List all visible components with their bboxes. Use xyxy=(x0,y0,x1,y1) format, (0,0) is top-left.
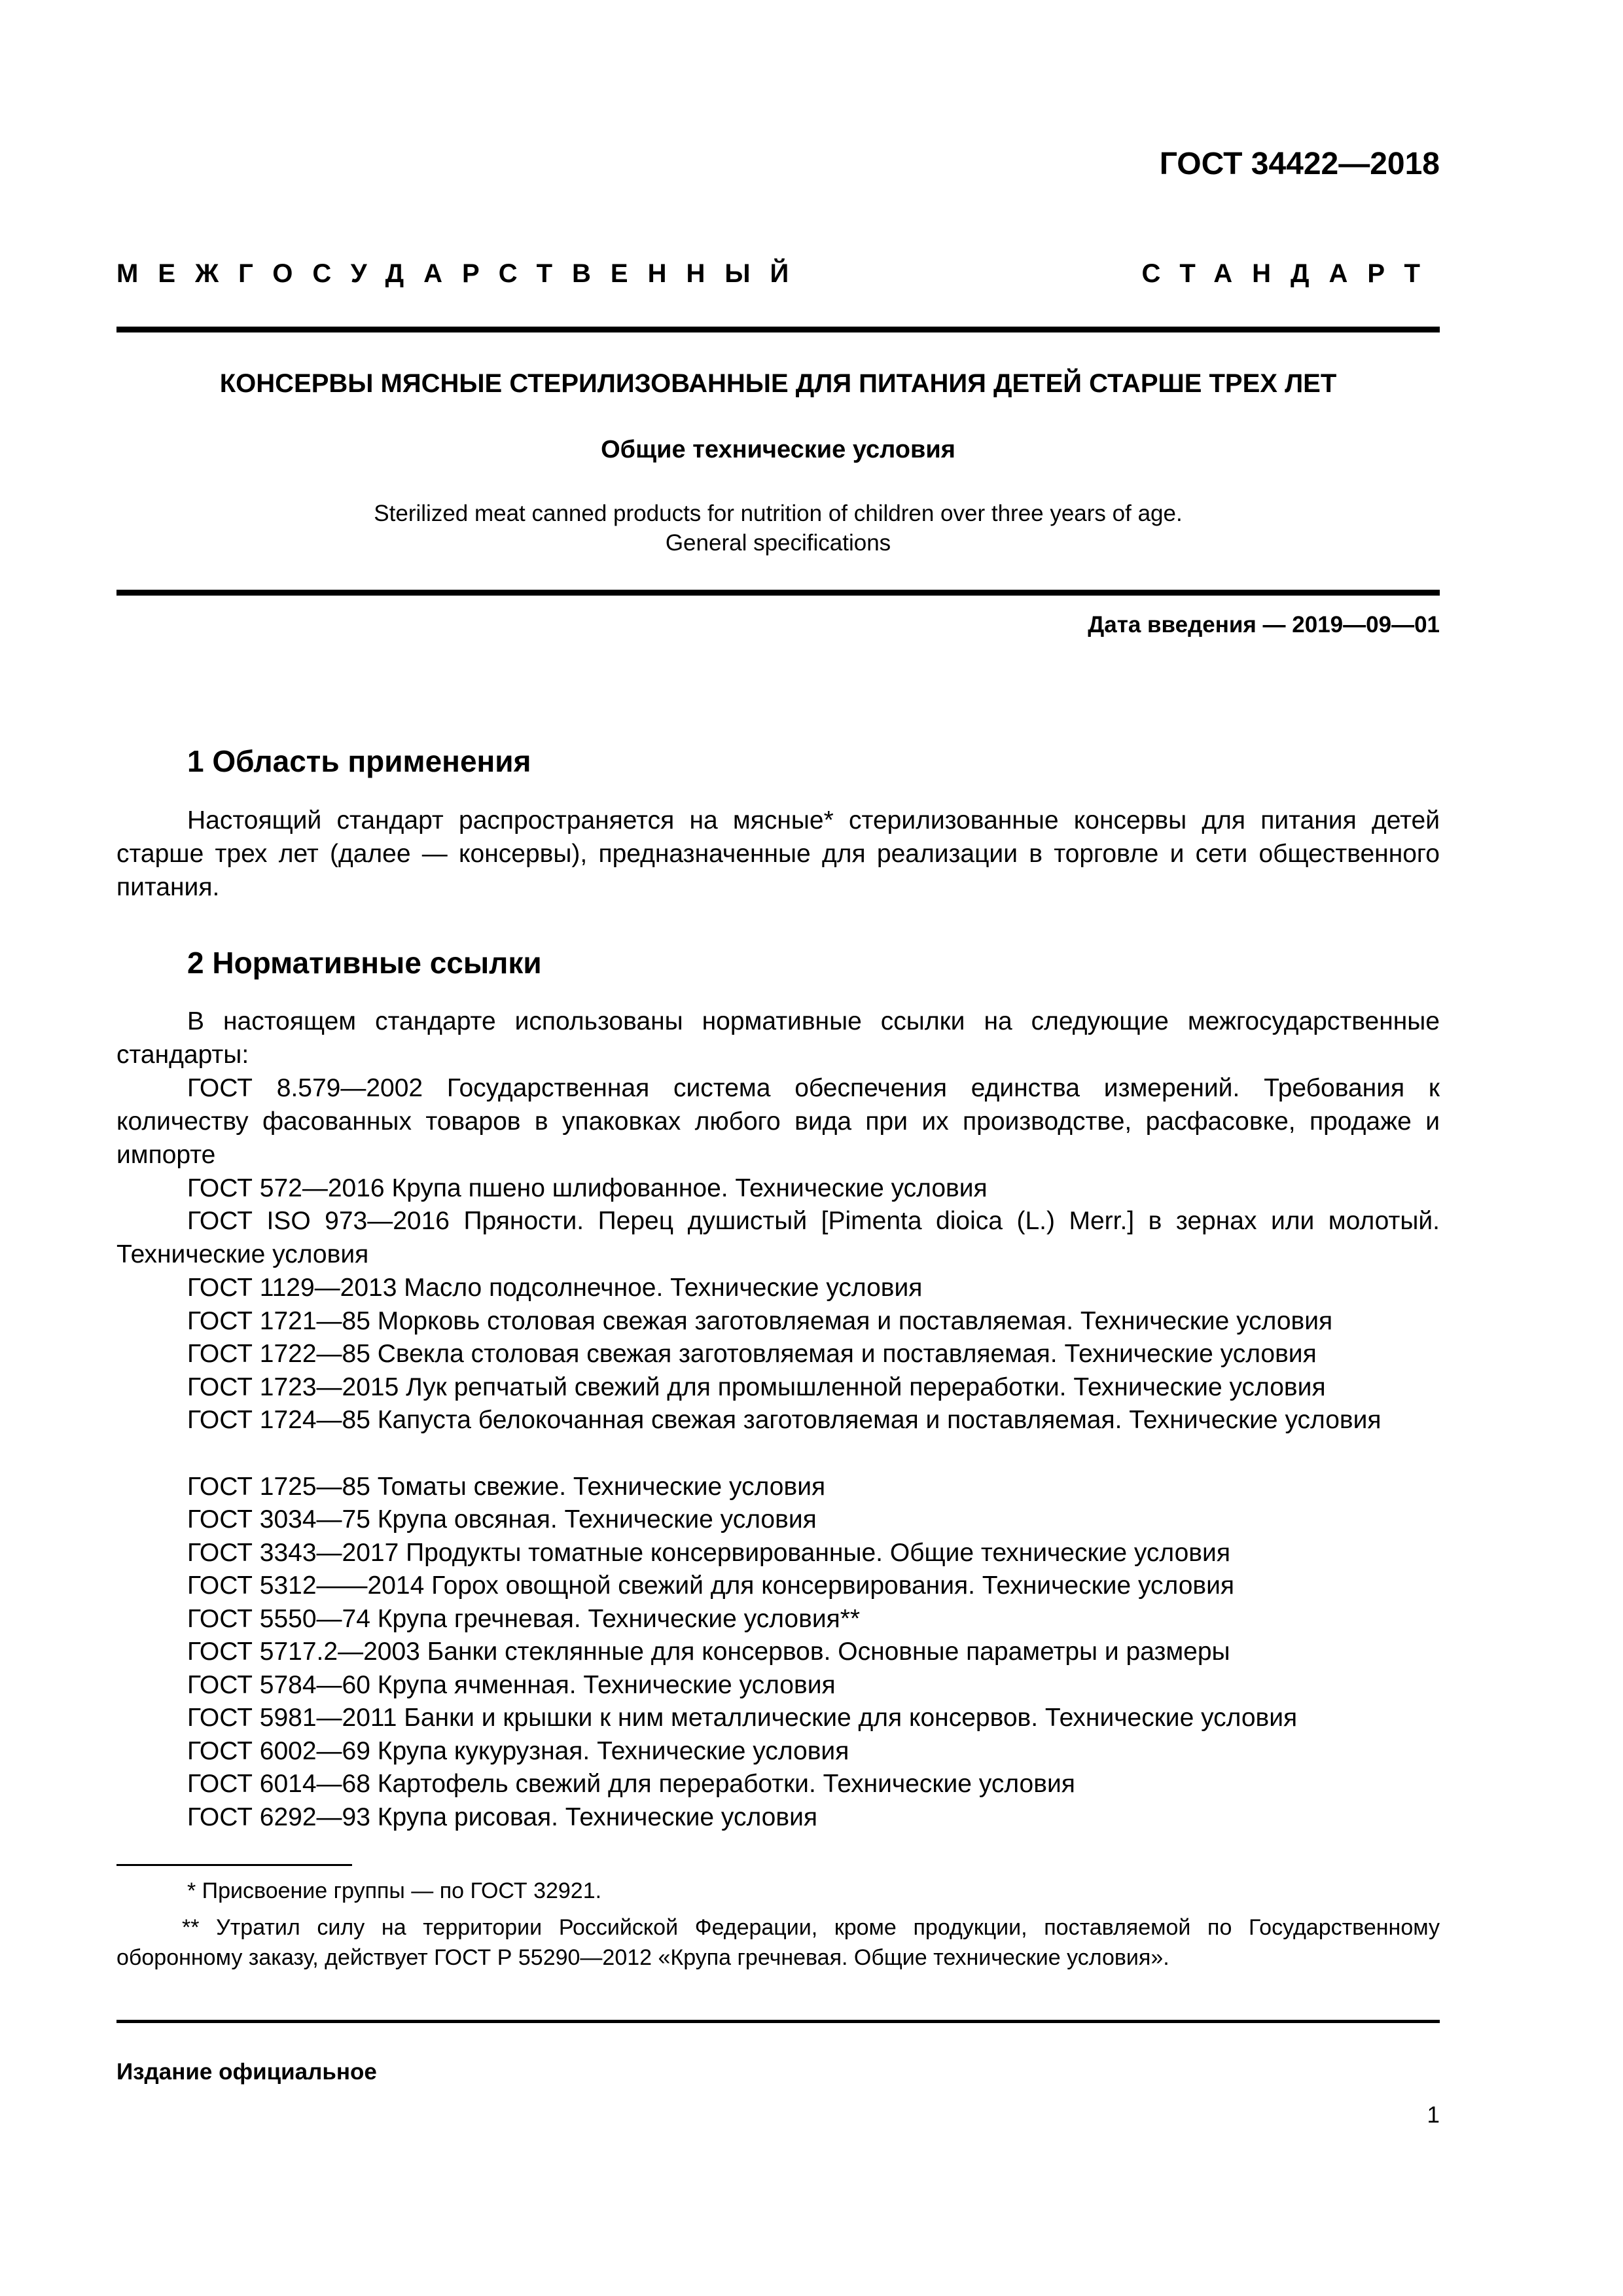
page-number: 1 xyxy=(1427,2102,1440,2128)
reference-item: ГОСТ 3343—2017 Продукты томатные консервированные. Общие технические условия xyxy=(187,1539,1230,1567)
reference-item: ГОСТ 6014—68 Картофель свежий для переработки. Технические условия xyxy=(187,1770,1075,1798)
english-title-line-1: Sterilized meat canned products for nutrition of children over three years of age. xyxy=(374,501,1183,526)
footer-rule xyxy=(116,2020,1440,2023)
reference-item: ГОСТ 8.579—2002 Государственная система обеспечения единства измерений. Требования к количеству фасованных товаров в упаковках любого вида при их производстве, расфасовке, продаже и импорте xyxy=(116,1074,1440,1169)
reference-item: ГОСТ 6292—93 Крупа рисовая. Технические условия xyxy=(187,1803,817,1831)
document-number: ГОСТ 34422—2018 xyxy=(1159,147,1440,181)
reference-item: ГОСТ 3034—75 Крупа овсяная. Технические условия xyxy=(187,1505,817,1534)
reference-item: ГОСТ 6002—69 Крупа кукурузная. Технические условия xyxy=(187,1737,849,1765)
reference-item: ГОСТ ISO 973—2016 Пряности. Перец душистый [Pimenta dioica (L.) Merr.] в зернах или молотый. Технические условия xyxy=(116,1207,1440,1268)
english-title-line-2: General specifications xyxy=(665,530,891,556)
footnote-separator xyxy=(116,1864,352,1866)
section-2-intro: В настоящем стандарте использованы нормативные ссылки на следующие межгосударственные стандарты: xyxy=(116,1007,1440,1069)
reference-item: ГОСТ 572—2016 Крупа пшено шлифованное. Технические условия xyxy=(187,1174,988,1202)
reference-item: ГОСТ 5312——2014 Горох овощной свежий для консервирования. Технические условия xyxy=(187,1571,1235,1600)
reference-item: ГОСТ 1723—2015 Лук репчатый свежий для промышленной переработки. Технические условия xyxy=(187,1373,1326,1401)
section-1-heading: 1 Область применения xyxy=(187,744,531,778)
top-rule xyxy=(116,327,1440,332)
effective-date: Дата введения — 2019—09—01 xyxy=(1088,612,1440,637)
official-edition-label: Издание официальное xyxy=(116,2059,377,2085)
section-1-body: Настоящий стандарт распространяется на мясные* стерилизованные консервы для питания детей старше трех лет (далее — консервы), предназначенные для реализации в торговле и сети общественного питания. xyxy=(116,806,1440,901)
reference-item: ГОСТ 5784—60 Крупа ячменная. Технические условия xyxy=(187,1671,836,1699)
document-title: КОНСЕРВЫ МЯСНЫЕ СТЕРИЛИЗОВАННЫЕ ДЛЯ ПИТАНИЯ ДЕТЕЙ СТАРШЕ ТРЕХ ЛЕТ xyxy=(219,369,1337,398)
reference-item: ГОСТ 5550—74 Крупа гречневая. Технические условия** xyxy=(187,1605,861,1633)
document-subtitle: Общие технические условия xyxy=(601,436,955,463)
reference-item: ГОСТ 5981—2011 Банки и крышки к ним металлические для консервов. Технические условия xyxy=(187,1704,1298,1732)
title-bottom-rule xyxy=(116,590,1440,596)
reference-item: ГОСТ 5717.2—2003 Банки стеклянные для консервов. Основные параметры и размеры xyxy=(187,1638,1230,1666)
standard-type-heading: МЕЖГОСУДАРСТВЕННЫЙ СТАНДАРТ xyxy=(116,259,1440,288)
reference-item: ГОСТ 1722—85 Свекла столовая свежая заготовляемая и поставляемая. Технические условия xyxy=(187,1340,1317,1368)
footnote-2: ** Утратил силу на территории Российской Федерации, кроме продукции, поставляемой по Государственному оборонному заказу, действует ГОСТ Р 55290—2012 «Крупа гречневая. Общие технические условия». xyxy=(116,1915,1440,1970)
footnote-1: * Присвоение группы — по ГОСТ 32921. xyxy=(187,1878,602,1903)
reference-item: ГОСТ 1721—85 Морковь столовая свежая заготовляемая и поставляемая. Технические условия xyxy=(187,1307,1333,1335)
reference-item: ГОСТ 1129—2013 Масло подсолнечное. Технические условия xyxy=(187,1274,923,1302)
reference-item: ГОСТ 1724—85 Капуста белокочанная свежая заготовляемая и поставляемая. Технические условия xyxy=(187,1406,1382,1434)
reference-item: ГОСТ 1725—85 Томаты свежие. Технические условия xyxy=(187,1473,826,1501)
section-2-heading: 2 Нормативные ссылки xyxy=(187,946,542,980)
